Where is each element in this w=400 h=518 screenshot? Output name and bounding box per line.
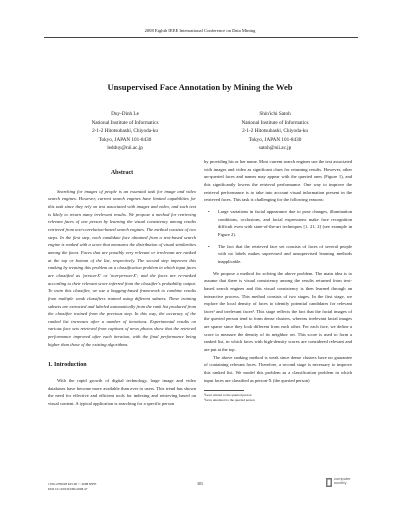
logo-text: computer society bbox=[334, 476, 351, 486]
conference-header: 2008 Eighth IEEE International Conference on Data Mining bbox=[144, 28, 256, 33]
author-affiliation: National Institute of Informatics bbox=[91, 119, 159, 126]
author-city: Tokyo, JAPAN 101-8430 bbox=[248, 136, 302, 143]
footer-doi: DOI 10.1109/ICDM.2008.47 bbox=[48, 487, 88, 491]
abstract-heading: Abstract bbox=[110, 170, 134, 176]
footer-issn: 1550-4786/08 $25.00 © 2008 IEEE bbox=[48, 482, 97, 486]
challenge-item: • The fact that the retrieved face set consists of faces of several people with no labels makes supervised and unsupervised learning methods inapplicable. bbox=[214, 243, 352, 266]
computer-society-logo bbox=[326, 476, 360, 490]
author-address: 2-1-2 Hitotsubashi, Chiyoda-ku bbox=[92, 128, 158, 135]
page-number: 383 bbox=[197, 482, 203, 486]
abstract-text: Searching for images of people is an essential task for image and video search engines. However, current search engines have limited capabilities for this task since they rely on text associated with images and video, and such text is likely to return many irrelevant results. We propose a method for retrieving relevant faces of one person by learning the visual consistency among results retrieved from text-correlation-based search engines. The method consists of two steps. In the first step, each candidate face obtained from a text-based search engine is ranked with a score that measures the distribution of visual similarities among the faces. Faces that are possibly very relevant or irrelevant are ranked at the top or bottom of the list, respectively. The second step improves this ranking by treating this problem as a classification problem in which input faces are classified as 'person-X' or 'non-person-X'; and the faces are re-ranked according to their relevant score inferred from the classifier's probability output. To train this classifier, we use a bagging-based framework to combine results from multiple weak classifiers trained using different subsets. These training subsets are extracted and labeled automatically from the rank list produced from the classifier trained from the previous step. In this way, the accuracy of the ranked list increases after a number of iterations. Experimental results on various face sets retrieved from captions of news photos show that the retrieval performance improved after each iteration, with the final performance being higher than those of the existing algorithms. bbox=[48, 188, 196, 347]
footnote-rule bbox=[204, 390, 244, 391]
paper-title: Unsupervised Face Annotation by Mining the Web bbox=[107, 82, 293, 92]
author-block-1 bbox=[50, 110, 200, 153]
author-name: Duy-Dinh Le bbox=[111, 111, 139, 117]
footnote-2: ²faces unrelated to the queried person bbox=[204, 398, 255, 403]
footnote-1: ¹faces related to the queried person bbox=[204, 393, 252, 398]
challenge-item: • Large variations in facial appearance due to pose changes, illumination conditions, occlusions, and facial expressions make face recognition difficult even with state-of-the-art techniques [1, 21, 2] (see example in Figure 2). bbox=[214, 208, 352, 239]
right-paragraph-1: by providing his or her name. Most current search engines use the text associated with images and video as significant clues for returning results. However, other un-queried faces and names may appear with the queried ones (Figure 1), and this significantly lowers the retrieval performance. One way to improve the retrieval performance is to take into account visual information present in the retrieved faces. This task is challenging for the following reasons: bbox=[204, 159, 352, 203]
author-address: 2-1-2 Hitotsubashi, Chiyoda-ku bbox=[242, 128, 308, 135]
intro-heading: 1. Introduction bbox=[48, 362, 87, 369]
author-email: ledduy@nii.ac.jp bbox=[107, 145, 143, 152]
author-email: satoh@nii.ac.jp bbox=[258, 145, 292, 152]
intro-paragraph: With the rapid growth of digital technology, large image and video databases have become more available than ever to users. This trend has shown the need for effective and efficient tools for indexing and retrieving based on visual content. A typical application is searching for a specific person bbox=[48, 378, 196, 407]
author-name: Shin'ichi Satoh bbox=[259, 111, 291, 117]
right-paragraph-3: The above ranking method is weak since dense clusters have no guarantee of containing relevant faces. Therefore, a second stage is necessary to improve this ranked list. We model this problem as a classification problem in which input faces are classified as person-X (the queried person) bbox=[204, 354, 352, 383]
right-column bbox=[204, 158, 352, 403]
ieee-logo-icon bbox=[326, 478, 332, 487]
author-block-2 bbox=[200, 110, 350, 153]
challenge-list bbox=[204, 208, 352, 266]
left-column bbox=[48, 170, 196, 408]
author-city: Tokyo, JAPAN 101-8430 bbox=[98, 136, 152, 143]
header-rule bbox=[44, 37, 358, 38]
right-paragraph-2: We propose a method for solving the above problem. The main idea is to assume that there is visual consistency among the results returned from text-based search engines and this visual consistency is then learned through an interactive process. This method consists of two stages. In the first stage, we explore the local density of faces to identify potential candidates for relevant faces¹ and irrelevant faces². This stage reflects the fact that the facial images of the queried person tend to form dense clusters, whereas irrelevant facial images are sparse since they look different from each other. For each face, we define a score to measure the density of its neighbor set. This score is used to form a ranked list, in which faces with high-density scores are considered relevant and are put at the top. bbox=[204, 270, 352, 353]
author-affiliation: National Institute of Informatics bbox=[241, 119, 309, 126]
